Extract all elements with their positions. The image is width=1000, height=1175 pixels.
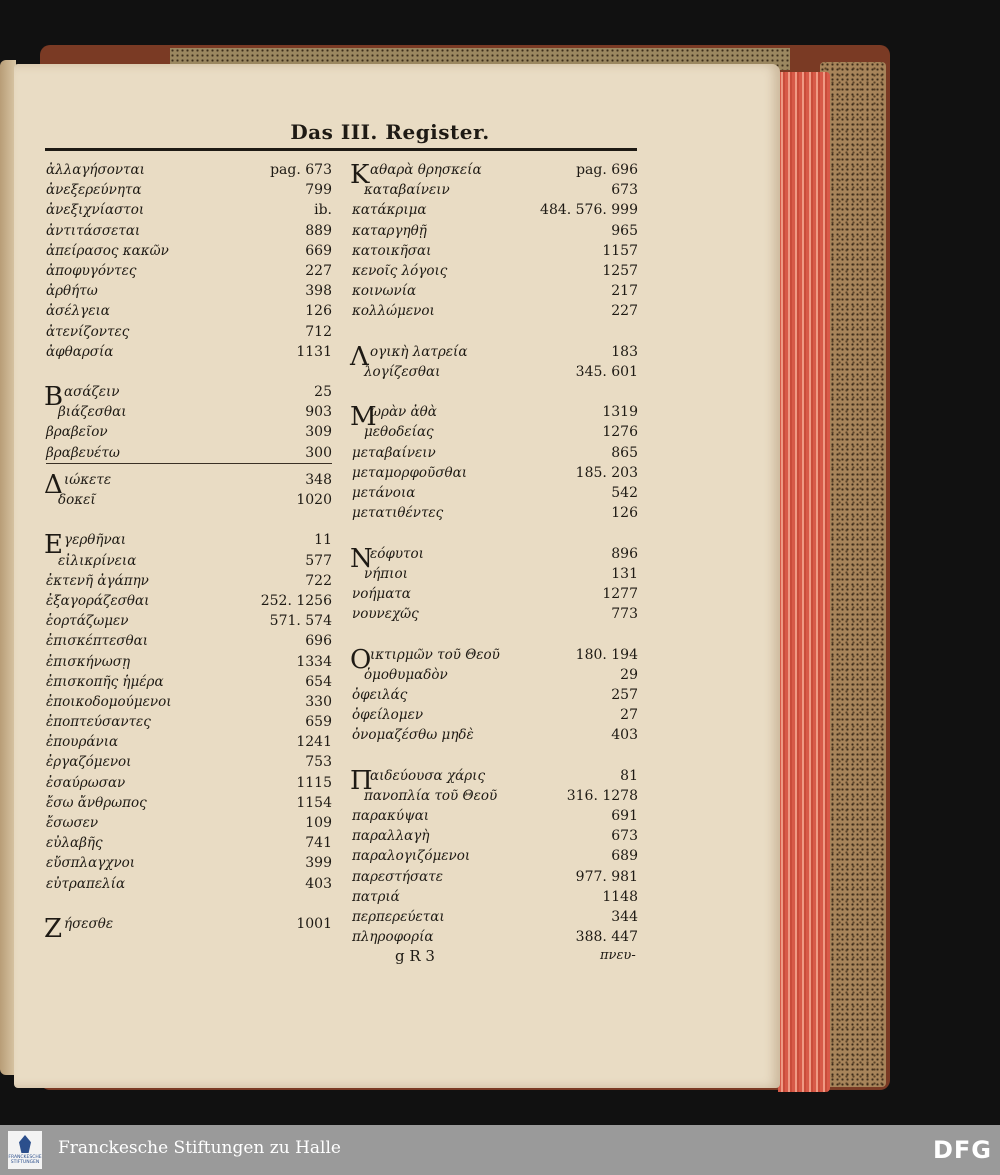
entry-term: αθαρὰ θρησκεία [370,162,482,178]
entry-term: ἐκτενῆ ἀγάπην [46,572,149,589]
index-entry [352,241,638,261]
entry-gap [352,745,638,765]
entry-page-ref: 344 [611,908,638,925]
section-initial: B [44,382,64,413]
entry-term: ὀφειλάς [352,686,408,703]
index-entry [352,503,638,523]
index-entry [46,652,332,672]
entry-page-ref: 345. 601 [575,363,638,380]
index-entry [352,907,638,927]
index-column-left [44,160,332,944]
heading-rule [45,148,637,151]
entry-term: ωρὰν ἀθὰ [370,404,437,421]
entry-term: πληροφορία [352,929,434,946]
section-rule [46,463,332,464]
entry-gap [352,624,638,644]
entry-term: κολλώμενοι [352,303,435,320]
entry-term: ἐπισκήνωσῃ [46,653,131,670]
index-entry [44,913,332,944]
entry-page-ref: 542 [611,485,638,501]
institution-logo[interactable] [8,1131,42,1169]
entry-term: βραβεῖον [46,424,108,441]
entry-term: πατριά [352,888,400,905]
entry-page-ref: 1277 [602,585,638,602]
entry-term: ὀφείλομεν [352,707,424,724]
index-entry [46,281,332,301]
index-entry [352,281,638,301]
entry-page-ref: 1257 [602,262,638,279]
section-initial: Λ [350,341,369,372]
entry-page-ref: 180. 194 [575,646,638,663]
entry-page-ref: 1131 [296,343,332,360]
entry-term: ογικὴ λατρεία [370,343,468,360]
entry-page-ref: pag. 696 [576,162,638,178]
entry-page-ref: 722 [305,572,332,589]
entry-page-ref: ib. [314,202,332,219]
entry-term: μεθοδείας [364,424,434,441]
section-initial: Π [350,765,373,796]
entry-page-ref: 1115 [296,774,332,791]
entry-page-ref: 11 [314,532,332,549]
entry-page-ref: 257 [611,686,638,703]
index-entry [352,927,638,947]
entry-page-ref: 81 [620,767,638,784]
index-entry [46,342,332,362]
index-entry [350,160,638,190]
entry-term: ὀνομαζέσθω μηδὲ [352,727,474,744]
entry-term: μεταμορφοῦσθαι [352,464,467,481]
entry-term: παρακύψαι [352,808,430,824]
entry-term: κατοικῆσαι [352,242,432,259]
entry-gap [352,322,638,342]
entry-page-ref: 965 [611,222,638,239]
entry-term: εὐτραπελία [46,875,126,892]
entry-page-ref: 799 [305,182,332,199]
dfg-logo[interactable]: DFG [932,1136,992,1164]
index-entry [46,422,332,442]
entry-page-ref: 696 [305,633,332,650]
index-entry [46,793,332,813]
entry-term: μετάνοια [352,485,416,501]
entry-page-ref: 673 [611,828,638,845]
index-entry [352,443,638,463]
index-column-right [352,160,638,947]
index-entry [46,712,332,732]
entry-term: καταβαίνειν [364,182,450,199]
index-entry [46,591,332,611]
index-entry [352,685,638,705]
index-entry [352,180,638,200]
entry-page-ref: 330 [305,693,332,710]
entry-term: ασάζειν [64,384,120,401]
entry-page-ref: 977. 981 [575,868,638,885]
entry-page-ref: 1154 [296,794,332,811]
signature-mark: g R 3 [395,947,435,965]
entry-page-ref: 227 [611,303,638,320]
entry-page-ref: 348 [305,471,332,488]
entry-term: ὁμοθυμαδὸν [364,666,448,683]
entry-term: ἀποφυγόντες [46,262,137,279]
entry-term: μεταβαίνειν [352,444,436,461]
entry-gap [352,523,638,543]
entry-page-ref: 691 [611,808,638,824]
entry-term: ἀνεξερεύνητα [46,182,142,199]
entry-term: κενοῖς λόγοις [352,262,448,279]
entry-page-ref: 388. 447 [575,929,638,946]
entry-page-ref: 403 [305,875,332,892]
entry-page-ref: 689 [611,848,638,865]
entry-page-ref: 1148 [602,888,638,905]
entry-term: μετατιθέντες [352,505,444,522]
entry-term: περπερεύεται [352,908,445,925]
entry-term: ήσεσθε [64,915,114,932]
index-entry [352,705,638,725]
index-entry [46,773,332,793]
index-entry [352,221,638,241]
entry-page-ref: 903 [305,404,332,421]
entry-term: ἀσέλγεια [46,303,110,320]
entry-page-ref: 712 [305,323,332,340]
entry-term: ἐπισκοπῆς ἡμέρα [46,673,164,690]
entry-term: λογίζεσθαι [364,363,441,380]
logo-text: FRANCKESCHE STIFTUNGEN [8,1155,42,1165]
catchword: πνευ- [600,948,636,963]
entry-page-ref: 185. 203 [575,464,638,481]
entry-term: ἐξαγοράζεσθαι [46,592,150,609]
entry-page-ref: 25 [314,384,332,401]
entry-gap [46,894,332,914]
index-entry [352,806,638,826]
index-entry [46,402,332,422]
index-entry [46,874,332,894]
index-entry [352,362,638,382]
index-entry [46,571,332,591]
entry-page-ref: 1241 [296,734,332,751]
entry-term: ιώκετε [64,471,112,488]
entry-page-ref: 316. 1278 [566,787,638,804]
entry-term: ἔσω ἄνθρωπος [46,794,147,811]
index-entry [352,725,638,745]
entry-page-ref: 252. 1256 [260,592,332,609]
entry-gap [46,362,332,382]
entry-term: παραλογιζόμενοι [352,848,471,865]
entry-term: δοκεῖ [58,492,96,508]
index-entry [46,221,332,241]
index-entry [46,813,332,833]
entry-term: εόφυτοι [370,545,424,562]
entry-term: ἐσαύρωσαν [46,774,126,791]
entry-page-ref: 309 [305,424,332,441]
entry-term: νουνεχῶς [352,606,419,623]
entry-page-ref: 300 [305,444,332,461]
entry-term: ἐποπτεύσαντες [46,714,151,731]
entry-term: παρεστήσατε [352,868,443,885]
index-entry [352,584,638,604]
index-entry [352,564,638,584]
index-entry [46,322,332,342]
entry-term: πανοπλία τοῦ Θεοῦ [364,787,498,804]
index-entry [352,887,638,907]
section-initial: Z [44,913,63,944]
index-entry [46,551,332,571]
entry-term: εὐλαβῆς [46,835,103,852]
entry-term: νήπιοι [364,565,408,582]
index-entry [46,631,332,651]
section-initial: M [350,402,377,433]
entry-page-ref: 126 [305,303,332,320]
index-entry [46,672,332,692]
entry-term: ἀντιτάσσεται [46,222,141,239]
index-entry [46,443,332,463]
index-entry [352,200,638,220]
entry-gap [352,382,638,402]
entry-page-ref: 27 [620,707,638,724]
entry-page-ref: 753 [305,754,332,771]
index-entry [352,422,638,442]
entry-page-ref: 398 [305,283,332,300]
index-entry [352,846,638,866]
entry-term: καταργηθῇ [352,222,427,239]
entry-term: ἐργαζόμενοι [46,754,132,771]
entry-page-ref: 1276 [602,424,638,441]
entry-page-ref: 29 [620,666,638,683]
entry-page-ref: 227 [305,262,332,279]
entry-page-ref: 126 [611,505,638,522]
index-entry [352,867,638,887]
entry-term: ἀπείρασος κακῶν [46,242,169,259]
index-entry [352,826,638,846]
entry-term: βραβευέτω [46,444,120,461]
entry-page-ref: 865 [611,444,638,461]
index-entry [46,301,332,321]
entry-page-ref: 896 [611,545,638,562]
entry-term: ἔσωσεν [46,815,99,831]
index-entry [46,241,332,261]
index-entry [46,611,332,631]
entry-term: γερθῆναι [64,532,127,549]
entry-page-ref: 673 [611,182,638,199]
entry-term: ἐπουράνια [46,734,119,751]
entry-term: ἀνεξιχνίαστοι [46,202,145,219]
section-initial: Δ [44,469,63,500]
entry-page-ref: 741 [305,835,332,852]
entry-term: βιάζεσθαι [58,404,127,421]
entry-term: αιδεύουσα χάρις [370,767,486,784]
index-entry [352,786,638,806]
entry-page-ref: 403 [611,727,638,744]
footer-bar [0,1125,1000,1175]
index-entry [46,833,332,853]
section-initial: O [350,644,372,675]
entry-term: ἀτενίζοντες [46,323,130,340]
index-entry [46,752,332,772]
entry-page-ref: 217 [611,283,638,300]
index-entry [46,732,332,752]
entry-term: κοινωνία [352,283,417,300]
entry-page-ref: 654 [305,673,332,690]
entry-term: ἑορτάζωμεν [46,613,129,630]
index-entry [46,853,332,873]
entry-term: εὔσπλαγχνοι [46,855,136,872]
entry-page-ref: 1319 [602,404,638,421]
section-initial: K [350,160,370,190]
entry-page-ref: 571. 574 [269,613,332,630]
entry-term: ἀφθαρσία [46,343,114,360]
entry-term: ἀρθήτω [46,283,98,300]
entry-page-ref: 484. 576. 999 [540,202,638,219]
entry-page-ref: 183 [611,343,638,360]
entry-term: ικτιρμῶν τοῦ Θεοῦ [370,646,500,663]
index-entry [46,160,332,180]
entry-page-ref: 669 [305,242,332,259]
eagle-icon [19,1135,31,1153]
entry-page-ref: pag. 673 [270,162,332,178]
entry-page-ref: 1020 [296,492,332,508]
running-heading: Das III. Register. [290,120,490,144]
index-entry [46,490,332,510]
index-entry [352,301,638,321]
index-entry [46,180,332,200]
entry-page-ref: 1001 [296,915,332,932]
index-entry [352,483,638,503]
entry-term: ἀλλαγήσονται [46,162,145,178]
entry-term: εἰλικρίνεια [58,552,137,569]
index-entry [46,261,332,281]
entry-page-ref: 109 [305,815,332,831]
entry-term: παραλλαγὴ [352,828,430,845]
index-entry [352,261,638,281]
entry-term: νοήματα [352,585,411,602]
entry-page-ref: 889 [305,222,332,239]
red-page-edges [778,72,830,1092]
entry-page-ref: 1334 [296,653,332,670]
entry-term: ἐποικοδομούμενοι [46,693,172,710]
entry-page-ref: 659 [305,714,332,731]
index-entry [46,692,332,712]
entry-page-ref: 577 [305,552,332,569]
index-entry [352,604,638,624]
entry-term: ἐπισκέπτεσθαι [46,633,149,650]
index-entry [46,200,332,220]
index-entry [352,463,638,483]
entry-term: κατάκριμα [352,202,427,219]
section-initial: N [350,543,373,574]
entry-gap [46,510,332,530]
section-initial: E [44,530,63,561]
index-entry [352,665,638,685]
entry-page-ref: 131 [611,565,638,582]
entry-page-ref: 1157 [602,242,638,259]
entry-page-ref: 773 [611,606,638,623]
entry-page-ref: 399 [305,855,332,872]
institution-name[interactable]: Franckesche Stiftungen zu Halle [58,1138,341,1158]
